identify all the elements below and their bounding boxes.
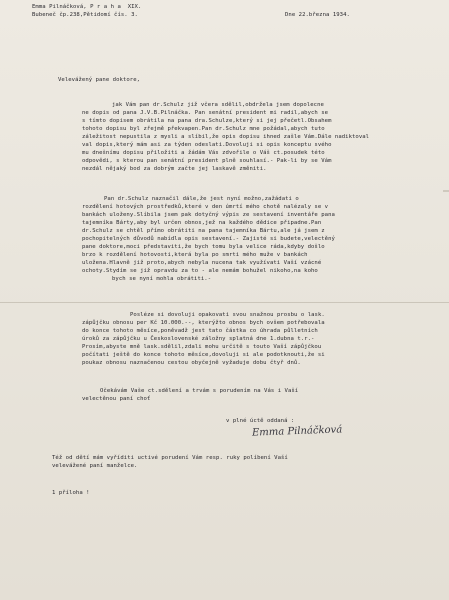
- paragraph-line: mu dnešnímu dopisu přiložiti a žádám Vás zdvořile o Váš ct.posudek této: [82, 150, 325, 156]
- paragraph-line: bankách uloženy.Slíbila jsem pak dotyčný výpis ze sestavení inventáře pana: [82, 212, 335, 218]
- paragraph-line: Očekávám Vaše ct.sdělení a trvám s porudením na Vás i Vaší: [100, 388, 299, 394]
- paragraph-line: záležitost nepustila z mysli a slíbil,že opis dopisu ihned zašle Vám.Dále nadiktoval: [82, 134, 370, 140]
- salutation: Velevážený pane doktore,: [58, 77, 141, 83]
- paragraph-line: bych se nyní mohla obrátiti.-: [112, 276, 212, 282]
- closing-line: v plné úctě oddaná :: [226, 418, 295, 424]
- paragraph-line: brzo k rozdělení hotovosti,která byla po smrti mého muže v bankách: [82, 252, 308, 258]
- paragraph-line: pochopitelných důvodů nabídla opis sestavení.- Zajisté si budete,velectěný: [82, 236, 335, 242]
- paragraph-line: Pan dr.Schulz naznačil dále,že jest nyní možno,zažádati o: [104, 196, 299, 202]
- paragraph-line: do konce tohoto měsíce,poněvadž jest tato částka co úhrada půlletních: [82, 328, 318, 334]
- sender-address: Bubeneč čp.238,Pětidomí čís. 3.: [32, 12, 138, 18]
- paragraph-line: poukaz obnosu naznačenou cestou obyčejně vyžaduje dobu čtyř dnů.: [82, 360, 301, 366]
- paragraph-line: jak Vám pan dr.Schulz již včera sdělil,obdržela jsem dopolecne: [112, 102, 324, 108]
- paragraph-line: úroků za zápůjčku u Československé záložny splatná dne 1.dubna t.r.-: [82, 336, 315, 342]
- paragraph-line: nezdál nějaký bod za dobrým začte jej laskavě změniti.: [82, 166, 267, 172]
- paragraph-line: uložena.Hlavně již proto,abych nebyla nucena tak využívati Vaší vzácné: [82, 260, 322, 266]
- paragraph-line: počítati ještě do konce tohoto měsíce,dovoluji si ale podotknouti,že si: [82, 352, 325, 358]
- paragraph-line: odpovědi, s kterou pan senátní president plně souhlasí.- Pak-li by se Vám: [82, 158, 332, 164]
- paragraph-line: Posléze si dovoluji opakovati svou snažnou prosbu o lask.: [130, 312, 325, 318]
- paragraph-line: pane doktore,moci představiti,že bych tomu byla velice ráda,kdyby došlo: [82, 244, 325, 250]
- paragraph-line: dr.Schulz se chtěl přímo obrátiti na pana tajemníka Bártu,ale já jsem z: [82, 228, 325, 234]
- postscript-line: Též od dětí mám vyříditi uctivé porudení Vám resp. ruky políbení Vaší: [52, 455, 288, 461]
- paragraph-line: zápůjčku obnosu per Kč 10.000.--, kterýžto obnos bych ovšem potřebovala: [82, 320, 325, 326]
- sender-name: Emma Pilnáčková, P r a h a XIX.: [32, 4, 142, 10]
- paper-edge-mark: [443, 190, 449, 192]
- paragraph-line: ochoty.Stydím se již opravdu za to - ale nemám bohužel nikoho,na koho: [82, 268, 318, 274]
- paragraph-line: rozdělení hotových prostředků,které v den úmrtí mého chotě nalézaly se v: [82, 204, 329, 210]
- letter-date: Dne 22.března 1934.: [285, 12, 350, 18]
- paragraph-line: Prosím,abyste mně lask.sdělil,zdali mohu určitě s touto Vaší zápůjčkou: [82, 344, 322, 350]
- paragraph-line: tajemníka Bárty,aby byl určen obnos,jež na každého dědice připadne.Pan: [82, 220, 322, 226]
- paragraph-line: tohoto dopisu byl zřejmě překvapen.Pan dr.Schulz mne požádal,abych tuto: [82, 126, 325, 132]
- paper-fold: [0, 302, 449, 303]
- paragraph-line: val dopis,který mám asi za týden odeslati.Dovoluji si opis konceptu svého: [82, 142, 332, 148]
- paragraph-line: s tímto dopisem obrátila na pana dra.Schulze,který si jej přečetl.Obsahem: [82, 118, 332, 124]
- paragraph-line: velectěnou paní choť: [82, 396, 151, 402]
- handwritten-signature: Emma Pilnáčková: [251, 424, 343, 439]
- paragraph-line: ne dopis od pana J.V.B.Pilnáčka. Pan senátní president mi radil,abych se: [82, 110, 329, 116]
- attachment-note: 1 příloha !: [52, 490, 90, 496]
- postscript-line: velevážené paní manželce.: [52, 463, 138, 469]
